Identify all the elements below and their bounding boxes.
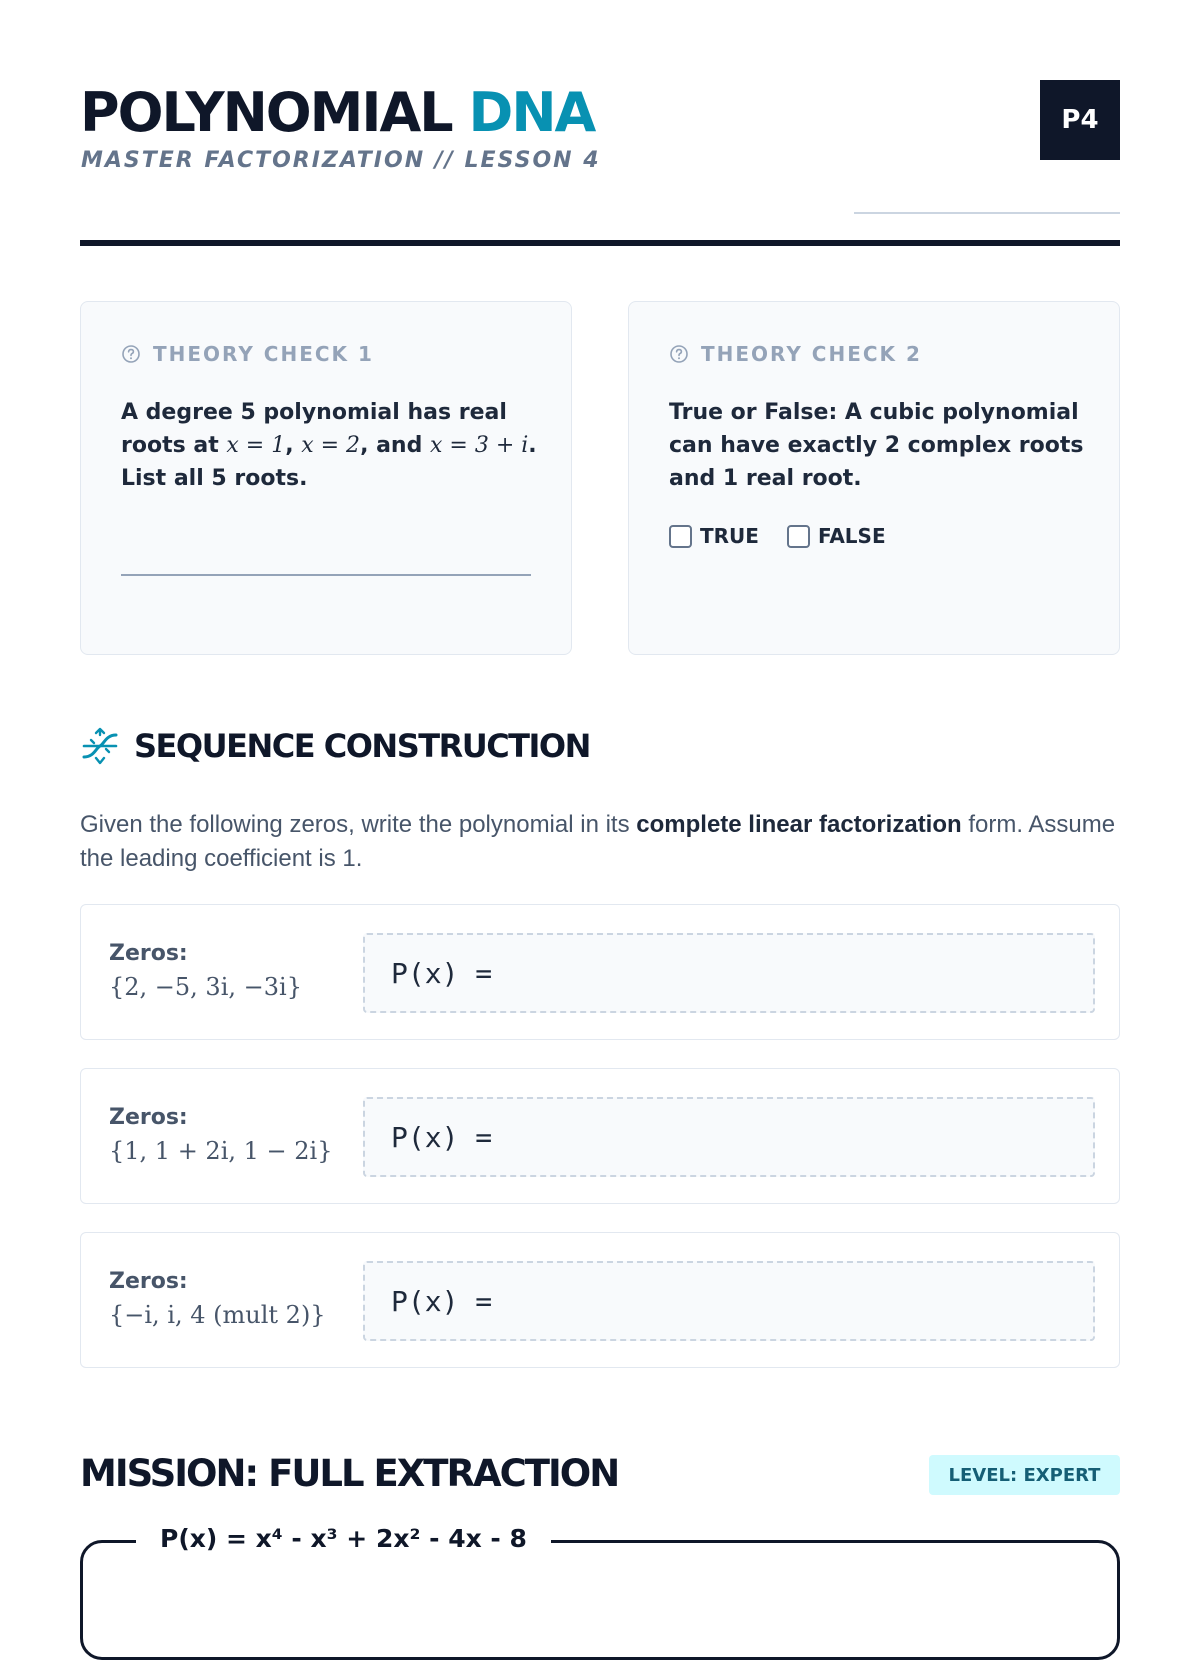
question-circle-icon	[121, 344, 141, 364]
mission-work-area[interactable]	[80, 1540, 1120, 1660]
zeros-label: Zeros:	[109, 1105, 188, 1130]
title-accent: DNA	[468, 81, 595, 144]
theory-check-question: True or False: A cubic polynomial can have exactly 2 complex roots and 1 real root.	[669, 400, 1084, 491]
option-true[interactable]: TRUE	[669, 524, 759, 548]
zeros-label: Zeros:	[109, 1269, 188, 1294]
theory-check-card-2	[628, 301, 1120, 655]
true-checkbox[interactable]	[669, 525, 692, 548]
name-line[interactable]	[854, 212, 1120, 214]
dna-icon	[80, 726, 120, 766]
zeros-row	[80, 1068, 1120, 1204]
theory-check-heading: THEORY CHECK 2	[669, 342, 922, 366]
zeros-set: {1, 1 + 2i, 1 − 2i}	[109, 1137, 333, 1165]
true-false-options	[669, 524, 886, 548]
zeros-label: Zeros:	[109, 941, 188, 966]
option-false[interactable]: FALSE	[787, 524, 886, 548]
polynomial-answer-field[interactable]: P(x) =	[363, 1261, 1095, 1341]
polynomial-answer-field[interactable]: P(x) =	[363, 933, 1095, 1013]
theory-check-question: A degree 5 polynomial has real roots at x = 1, x = 2, and x = 3 + i. List all 5 roots.	[121, 400, 537, 491]
header-divider	[80, 240, 1120, 246]
page-subtitle: MASTER FACTORIZATION // LESSON 4	[81, 148, 601, 173]
zeros-set: {−i, i, 4 (mult 2)}	[109, 1301, 326, 1329]
polynomial-answer-field[interactable]: P(x) =	[363, 1097, 1095, 1177]
zeros-row	[80, 904, 1120, 1040]
zeros-row	[80, 1232, 1120, 1368]
page-badge: P4	[1040, 80, 1120, 160]
sequence-instructions: Given the following zeros, write the polynomial in its complete linear factorization form. Assume the leading coefficient is 1.	[80, 811, 1116, 872]
mission-polynomial: P(x) = x⁴ - x³ + 2x² - 4x - 8	[136, 1522, 551, 1556]
theory-check-heading: THEORY CHECK 1	[121, 342, 374, 366]
false-checkbox[interactable]	[787, 525, 810, 548]
theory-check-card-1	[80, 301, 572, 655]
mission-title: MISSION: FULL EXTRACTION	[80, 1452, 619, 1495]
section-heading-sequence: SEQUENCE CONSTRUCTION	[80, 726, 590, 766]
page-title	[80, 80, 594, 146]
question-circle-icon	[669, 344, 689, 364]
level-badge: LEVEL: EXPERT	[929, 1455, 1120, 1495]
title-main: POLYNOMIAL	[80, 81, 452, 144]
answer-line[interactable]	[121, 574, 531, 576]
zeros-set: {2, −5, 3i, −3i}	[109, 973, 302, 1001]
